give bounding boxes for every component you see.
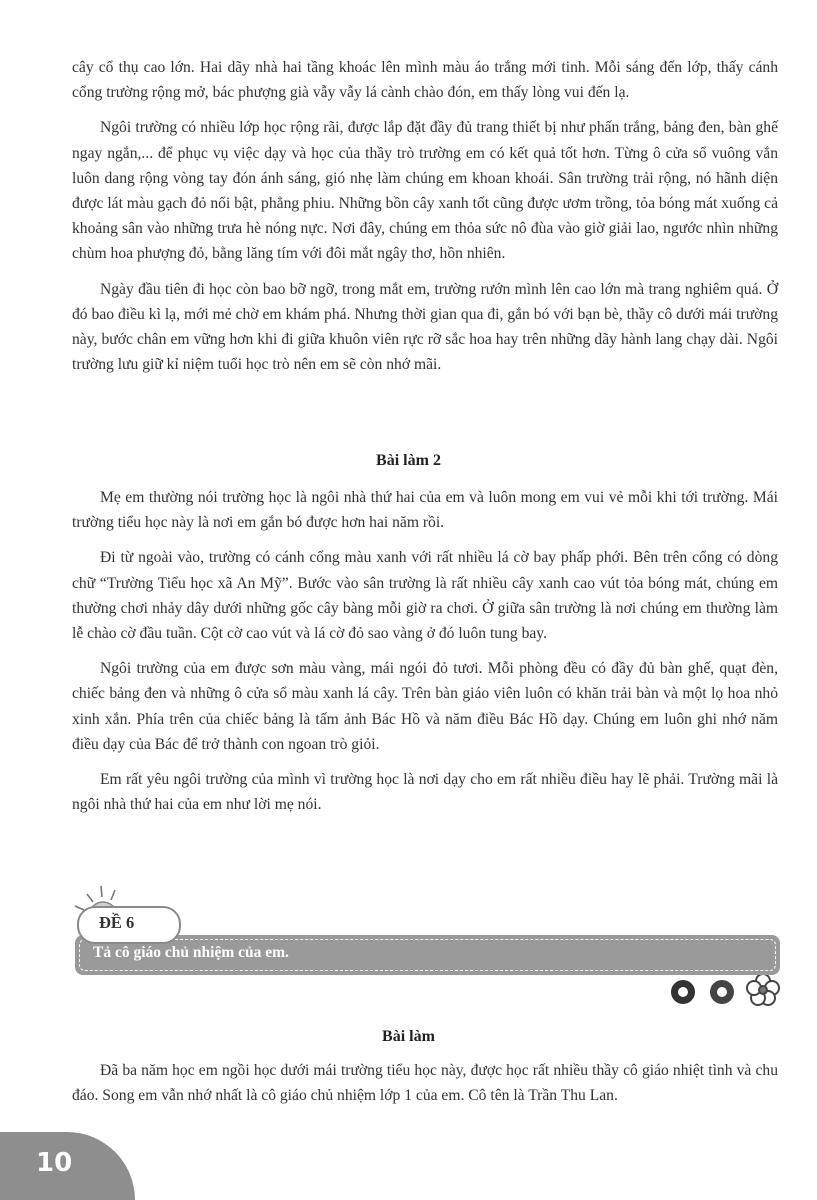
section-banner <box>65 880 795 1010</box>
paragraph: Đã ba năm học em ngồi học dưới mái trường tiểu học này, được học rất nhiều thầy cô giáo nhiệt tình và chu đáo. Song em vẫn nhớ nhất là cô giáo chủ nhiệm lớp 1 của em. Cô tên là Trần Thu Lan. <box>72 1062 778 1105</box>
section-title: Tả cô giáo chủ nhiệm của em. <box>93 944 289 961</box>
flower-icon <box>671 980 695 1004</box>
page-number: 10 <box>36 1148 73 1178</box>
essay-text-middle <box>72 485 778 817</box>
section-title-bar <box>75 935 780 975</box>
paragraph: Ngày đầu tiên đi học còn bao bỡ ngỡ, trong mắt em, trường rướn mình lên cao lớn mà trang nghiêm quá. Ở đó bao điều kì lạ, mới mẻ chờ em khám phá. Nhưng thời gian qua đi, gắn bó với bạn bè, thầy cô dưới mái trường này, bước chân em vững hơn khi đi giữa khuôn viên rực rỡ sắc hoa hay trên những dãy hành lang chạy dài. Ngôi trường lưu giữ kỉ niệm tuổi học trò nên em sẽ còn nhớ mãi. <box>72 280 778 374</box>
paragraph: cây cổ thụ cao lớn. Hai dãy nhà hai tầng khoác lên mình màu áo trắng mới tinh. Mỗi sáng đến lớp, thấy cánh cổng trường rộng mở, bác phượng già vẫy vẫy lá cành chào đón, em thấy lòng vui đến lạ. <box>72 59 778 102</box>
paragraph: Ngôi trường có nhiều lớp học rộng rãi, được lắp đặt đầy đủ trang thiết bị như phấn trắng, bảng đen, bàn ghế ngay ngắn,... để phục vụ việc dạy và học của thầy trò trường em có kết quả tốt hơn. Từng ô cửa sổ vuông vắn luôn dang rộng vòng tay đón ánh sáng, gió nhẹ làm chúng em khoan khoái. Sân trường trải rộng, nó hãnh diện được lát màu gạch đỏ nổi bật, phẳng phiu. Những bồn cây xanh tốt cũng được ươm trồng, tỏa bóng mát xuống cả khoảng sân vào những trưa hè nóng nực. Nơi đây, chúng em thỏa sức nô đùa vào giờ giải lao, ngước nhìn những chùm hoa phượng đỏ, bằng lăng tím với đôi mắt ngây thơ, hồn nhiên. <box>72 119 778 263</box>
essay-heading-3: Bài làm <box>382 1028 435 1045</box>
paragraph: Mẹ em thường nói trường học là ngôi nhà thứ hai của em và luôn mong em vui vẻ mỗi khi tới trường. Mái trường tiểu học này là nơi em gắn bó được hơn hai năm rồi. <box>72 489 778 532</box>
paragraph: Em rất yêu ngôi trường của mình vì trường học là nơi dạy cho em rất nhiều điều hay lẽ phải. Trường mãi là ngôi nhà thứ hai của em như lời mẹ nói. <box>72 771 778 814</box>
essay-heading-2: Bài làm 2 <box>376 452 441 469</box>
flower-icon <box>710 980 734 1004</box>
essay-text-top <box>72 55 778 377</box>
paragraph: Ngôi trường của em được sơn màu vàng, mái ngói đỏ tươi. Mỗi phòng đều có đầy đủ bàn ghế, quạt đèn, chiếc bảng đen và những ô cửa sổ màu xanh lá cây. Trên bàn giáo viên luôn có khăn trải bàn và một lọ hoa nhỏ xinh xắn. Phía trên của chiếc bảng là tấm ảnh Bác Hồ và năm điều Bác Hồ dạy. Chúng em luôn ghi nhớ năm điều dạy của Bác để trở thành con ngoan trò giỏi. <box>72 660 778 753</box>
section-label: ĐỀ 6 <box>99 913 135 932</box>
section-label-badge <box>77 906 181 944</box>
flower-icon <box>747 974 779 1005</box>
essay-text-bottom <box>72 1058 778 1108</box>
paragraph: Đi từ ngoài vào, trường có cánh cổng màu xanh với rất nhiều lá cờ bay phấp phới. Bên trên cổng có dòng chữ “Trường Tiểu học xã An Mỹ”. Bước vào sân trường là rất nhiều cây xanh cao vút tỏa bóng mát, chúng em thường chơi nhảy dây dưới những gốc cây bàng mỗi giờ ra chơi. Ở giữa sân trường là nơi chúng em thường làm lễ chào cờ đầu tuần. Cột cờ cao vút và lá cờ đỏ sao vàng ở đó luôn tung bay. <box>72 549 778 643</box>
